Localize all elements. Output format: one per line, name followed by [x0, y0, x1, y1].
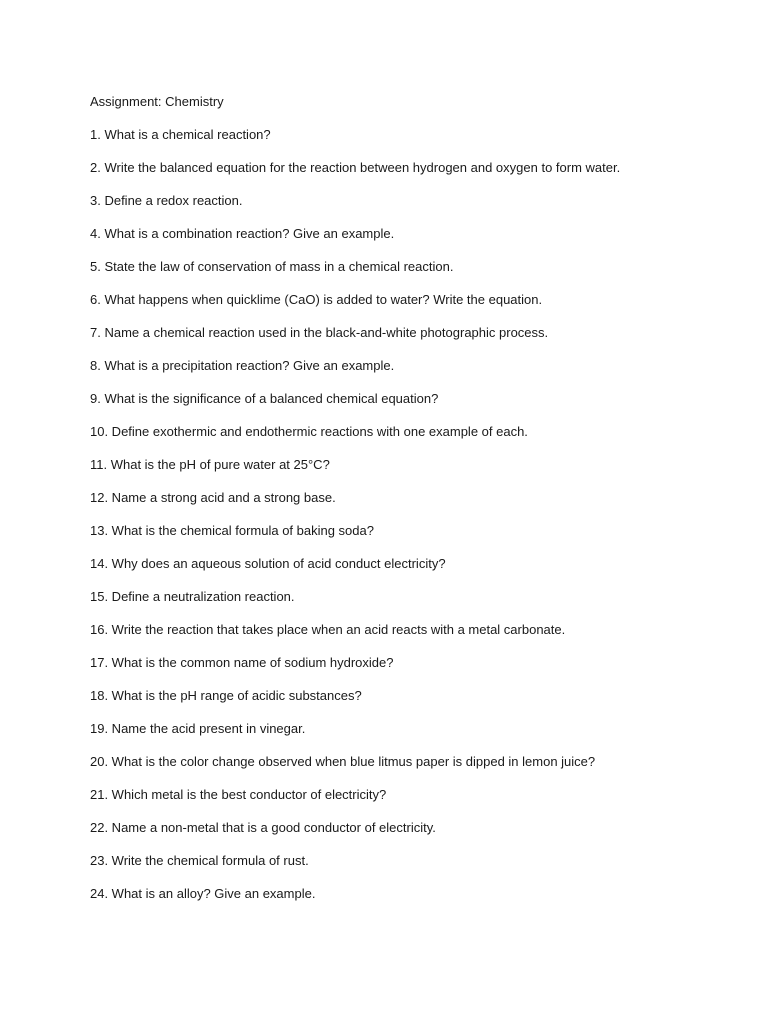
- question-item: 21. Which metal is the best conductor of electricity?: [90, 787, 387, 802]
- question-item: 4. What is a combination reaction? Give an example.: [90, 226, 395, 241]
- question-item: 8. What is a precipitation reaction? Give an example.: [90, 358, 395, 373]
- question-item: 7. Name a chemical reaction used in the black-and-white photographic process.: [90, 325, 549, 340]
- question-item: 20. What is the color change observed when blue litmus paper is dipped in lemon juice?: [90, 754, 596, 769]
- question-item: 18. What is the pH range of acidic substances?: [90, 688, 362, 703]
- question-item: 2. Write the balanced equation for the reaction between hydrogen and oxygen to form water.: [90, 160, 621, 175]
- question-item: 11. What is the pH of pure water at 25°C?: [90, 457, 330, 472]
- question-item: 5. State the law of conservation of mass in a chemical reaction.: [90, 259, 454, 274]
- question-item: 6. What happens when quicklime (CaO) is added to water? Write the equation.: [90, 292, 543, 307]
- question-item: 10. Define exothermic and endothermic reactions with one example of each.: [90, 424, 528, 439]
- question-item: 9. What is the significance of a balanced chemical equation?: [90, 391, 439, 406]
- question-item: 23. Write the chemical formula of rust.: [90, 853, 309, 868]
- question-item: 16. Write the reaction that takes place when an acid reacts with a metal carbonate.: [90, 622, 566, 637]
- question-item: 12. Name a strong acid and a strong base.: [90, 490, 336, 505]
- question-item: 15. Define a neutralization reaction.: [90, 589, 295, 604]
- question-item: 24. What is an alloy? Give an example.: [90, 886, 316, 901]
- question-item: 3. Define a redox reaction.: [90, 193, 243, 208]
- question-item: 1. What is a chemical reaction?: [90, 127, 271, 142]
- question-item: 14. Why does an aqueous solution of acid conduct electricity?: [90, 556, 446, 571]
- question-item: 19. Name the acid present in vinegar.: [90, 721, 306, 736]
- document-title: Assignment: Chemistry: [90, 94, 224, 109]
- question-list: [90, 127, 730, 919]
- question-item: 13. What is the chemical formula of baking soda?: [90, 523, 374, 538]
- question-item: 22. Name a non-metal that is a good conductor of electricity.: [90, 820, 436, 835]
- question-item: 17. What is the common name of sodium hydroxide?: [90, 655, 394, 670]
